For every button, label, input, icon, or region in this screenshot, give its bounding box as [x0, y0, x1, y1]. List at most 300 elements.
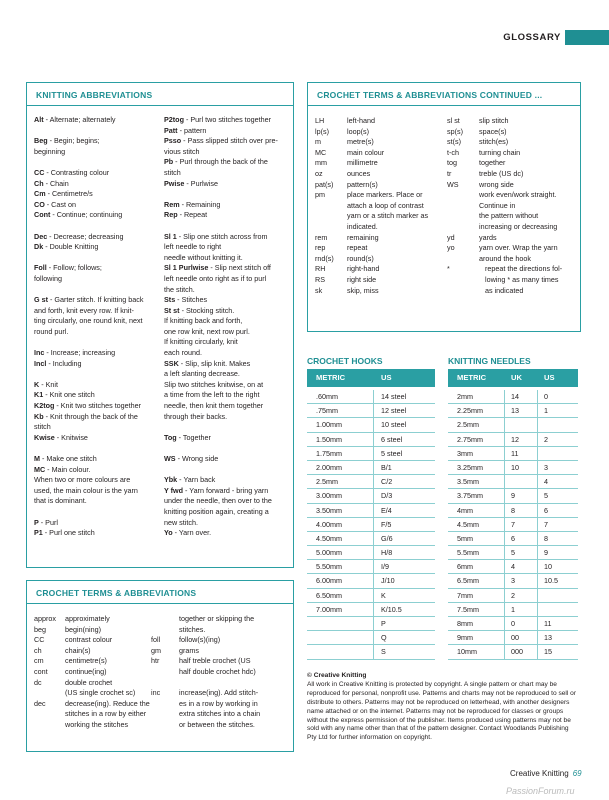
abbreviation-definition: - Yarn forward - bring yarn	[183, 485, 269, 495]
abbreviation-entry	[34, 274, 160, 285]
term-abbreviation: WS	[447, 179, 459, 189]
table-cell: 10.5	[544, 576, 558, 586]
term-meaning: around the hook	[479, 253, 531, 263]
table-row	[307, 617, 435, 631]
term-meaning: pattern(s)	[347, 179, 378, 189]
term-abbreviation: rem	[315, 232, 328, 242]
term-abbreviation: yo	[447, 243, 455, 253]
term-meaning: grams	[179, 645, 199, 655]
abbreviation-term: CO	[34, 199, 45, 209]
table-cell: 10	[544, 562, 552, 572]
abbreviation-entry	[164, 359, 290, 370]
abbreviation-entry	[164, 507, 290, 518]
term-abbreviation: beg	[34, 624, 46, 634]
abbreviation-term: MC	[34, 464, 46, 474]
term-abbreviation: MC	[315, 147, 327, 157]
term-meaning: yards	[479, 232, 497, 242]
table-cell: 1	[544, 406, 548, 416]
table-cell: 8mm	[457, 619, 473, 628]
term-row	[447, 243, 577, 254]
term-abbreviation: yd	[447, 232, 455, 242]
term-meaning: as indicated	[479, 285, 524, 295]
term-meaning: indicated.	[347, 221, 378, 231]
table-row	[307, 631, 435, 645]
abbreviation-entry	[164, 327, 290, 338]
abbreviation-entry	[164, 179, 290, 190]
abbreviation-definition: a left slanting decrease.	[164, 369, 240, 379]
table-row	[307, 546, 435, 560]
term-row	[447, 127, 577, 138]
term-row	[315, 243, 447, 254]
term-abbreviation: lp(s)	[315, 126, 329, 136]
term-row	[315, 254, 447, 265]
term-meaning: stitch(es)	[479, 137, 509, 147]
abbreviation-entry	[164, 316, 290, 327]
table-cell: 11	[511, 448, 519, 458]
term-row	[315, 201, 447, 212]
table-cell: 3.50mm	[316, 505, 342, 515]
term-meaning: treble (US dc)	[479, 168, 524, 178]
spacer	[164, 189, 290, 200]
table-cell: .60mm	[316, 392, 338, 401]
term-row	[447, 254, 577, 265]
abbreviation-definition: - Slip one stitch across from	[176, 231, 268, 241]
term-meaning: stitches in a row by either	[65, 709, 147, 719]
abbreviation-definition: used, the main colour is the yarn	[34, 485, 138, 495]
table-cell: 3.5mm	[457, 477, 479, 487]
abbreviation-entry	[34, 147, 160, 158]
abbreviation-entry	[34, 232, 160, 243]
abbreviation-definition: - Knit	[39, 379, 58, 389]
term-abbreviation	[151, 614, 179, 625]
abbreviation-term: Kb	[34, 411, 44, 421]
abbreviation-definition: - Purl two stitches together	[183, 115, 272, 124]
term-meaning: yarn over. Wrap the yarn	[479, 243, 558, 253]
abbreviation-definition: - Centimetre/s	[45, 189, 93, 199]
table-row	[448, 433, 578, 447]
abbreviation-definition: - Knit two stitches together	[54, 401, 142, 411]
term-row	[151, 646, 291, 657]
abbreviation-definition: - Remaining	[179, 199, 221, 209]
term-abbreviation	[447, 201, 479, 212]
abbreviation-term: Ch	[34, 178, 44, 188]
term-abbreviation: sp(s)	[447, 126, 463, 136]
term-meaning: repeat	[347, 243, 368, 253]
table-cell: 9	[511, 491, 515, 501]
term-row	[151, 667, 291, 678]
crochet-terms-title: CROCHET TERMS & ABBREVIATIONS	[36, 588, 197, 598]
spacer	[34, 443, 160, 454]
table-row	[448, 418, 578, 432]
knitting-abbreviations-title: KNITTING ABBREVIATIONS	[36, 90, 153, 100]
term-meaning: decrease(ing). Reduce the	[65, 698, 150, 708]
abbreviation-term: CC	[34, 167, 45, 177]
term-row	[447, 201, 577, 212]
copyright-body: All work in Creative Knitting is protected by copyright. A single pattern or chart may be reproduced for personal, nonprofit use. Patterns and charts may not be reproduced to sell or distribute to others. Patterns may not be reproduced on letterhead, with another designers name attached or on the internet. Patterns may not be reproduced for classes or groups without the express permission of the publisher. Items produced using patterns may not be sold with any name other than that of the pattern designer. Contact Woodlands Publishing Pty Ltd for further information on copyright.	[307, 680, 577, 742]
abbreviation-definition: stitch	[164, 167, 181, 177]
abbreviation-definition: left needle to right	[164, 242, 222, 252]
term-row	[315, 211, 447, 222]
term-abbreviation: approx	[34, 614, 56, 623]
abbreviation-term: P2tog	[164, 115, 184, 124]
term-row	[447, 286, 577, 297]
abbreviation-entry	[164, 433, 290, 444]
table-cell: 2.25mm	[457, 406, 483, 416]
abbreviation-entry	[34, 401, 160, 412]
term-abbreviation	[447, 286, 479, 297]
abbreviation-definition: - Purlwise	[184, 178, 218, 188]
abbreviation-definition: - Garter stitch. If knitting back	[47, 295, 144, 305]
term-meaning: (US single crochet sc)	[65, 688, 136, 698]
term-abbreviation	[34, 709, 65, 720]
term-abbreviation	[447, 222, 479, 233]
spacer	[164, 443, 290, 454]
abbreviation-term: Foll	[34, 263, 47, 273]
term-abbreviation: rnd(s)	[315, 253, 334, 263]
abbreviation-term: Cm	[34, 189, 46, 199]
term-row	[151, 688, 291, 699]
term-meaning: stitches.	[179, 624, 206, 634]
abbreviation-entry	[164, 496, 290, 507]
term-abbreviation: dec	[34, 698, 46, 708]
table-row	[448, 390, 578, 404]
abbreviation-term: Rem	[164, 199, 180, 209]
abbreviation-entry	[164, 380, 290, 391]
term-meaning: lowing * as many times	[479, 274, 559, 284]
term-meaning: continue(ing)	[65, 666, 107, 676]
crochet-hooks-header	[307, 369, 435, 387]
term-meaning: turning chain	[479, 147, 521, 157]
term-row	[151, 699, 291, 710]
term-meaning: place markers. Place or	[347, 190, 423, 200]
term-meaning: space(s)	[479, 126, 507, 136]
term-meaning: millimetre	[347, 158, 378, 168]
table-cell: 10 steel	[381, 420, 407, 430]
term-abbreviation	[315, 222, 347, 233]
page-footer	[510, 769, 582, 780]
table-row	[448, 589, 578, 603]
abbreviation-definition: - Purl one stitch	[42, 528, 95, 538]
term-row	[447, 116, 577, 127]
table-row	[307, 461, 435, 475]
abbreviation-definition: - Stocking stitch.	[179, 305, 235, 315]
table-cell: K/10.5	[381, 604, 402, 614]
knitting-needles-title: KNITTING NEEDLES	[448, 356, 531, 366]
abbreviation-definition: left needle onto right as if to purl	[164, 273, 267, 283]
abbreviation-entry	[34, 316, 160, 327]
table-row	[448, 461, 578, 475]
table-cell: 5	[511, 548, 515, 558]
copyright-heading: © Creative Knitting	[307, 672, 367, 679]
table-cell: 2	[511, 590, 515, 600]
table-row	[448, 504, 578, 518]
table-row	[307, 447, 435, 461]
abbreviation-entry	[164, 348, 290, 359]
spacer	[164, 422, 290, 433]
table-cell: S	[381, 647, 386, 657]
abbreviation-entry	[34, 412, 160, 423]
term-meaning: working the stitches	[65, 719, 129, 729]
abbreviation-term: Kwise	[34, 432, 55, 442]
table-row	[307, 475, 435, 489]
knitting-abbreviations-box	[26, 82, 294, 568]
table-cell: 2.00mm	[316, 462, 342, 472]
abbreviation-term: Patt	[164, 125, 178, 135]
term-abbreviation: st(s)	[447, 137, 461, 147]
abbreviation-definition: - Including	[46, 358, 82, 368]
abbreviation-term: Rep	[164, 210, 178, 220]
table-cell: 0	[511, 619, 515, 628]
term-abbreviation: dc	[34, 677, 42, 687]
abbreviation-entry	[34, 359, 160, 370]
abbreviation-entry	[164, 253, 290, 264]
spacer	[34, 253, 160, 264]
crochet-continued-right-column	[447, 116, 577, 296]
abbreviation-entry	[164, 274, 290, 285]
abbreviation-definition: - Slip, slip knit. Makes	[178, 358, 251, 368]
abbreviation-term: WS	[164, 454, 176, 463]
table-cell: 5.00mm	[316, 548, 342, 558]
table-cell: 12	[511, 434, 519, 444]
table-row	[448, 645, 578, 659]
term-abbreviation	[447, 275, 479, 286]
term-row	[315, 286, 447, 297]
term-meaning: wrong side	[479, 179, 514, 189]
abbreviation-entry	[34, 168, 160, 179]
column-header: UK	[511, 373, 522, 382]
spacer	[34, 221, 160, 232]
term-row	[447, 275, 577, 286]
abbreviation-definition: - Knitwise	[54, 432, 88, 442]
spacer	[164, 465, 290, 476]
table-cell: 4mm	[457, 505, 473, 515]
abbreviation-definition: a time from the left to the right	[164, 390, 260, 400]
table-cell: .75mm	[316, 406, 338, 416]
abbreviation-definition: that is dominant.	[34, 496, 87, 506]
table-cell: K	[381, 590, 386, 600]
term-abbreviation: htr	[151, 656, 160, 666]
term-row	[315, 180, 447, 191]
column-header: METRIC	[457, 373, 487, 382]
term-abbreviation: CC	[34, 635, 45, 645]
abbreviation-entry	[164, 475, 290, 486]
abbreviation-term: Sl 1 Purlwise	[164, 263, 209, 273]
term-meaning: round(s)	[347, 253, 374, 263]
term-row	[315, 275, 447, 286]
abbreviation-definition: beginning	[34, 146, 66, 156]
abbreviation-term: Yo	[164, 528, 173, 538]
table-cell: 3	[511, 576, 515, 586]
abbreviation-term: Inc	[34, 348, 45, 358]
term-abbreviation: pm	[315, 190, 325, 200]
term-abbreviation: cm	[34, 656, 44, 666]
table-cell: 6.5mm	[457, 576, 479, 586]
term-row	[315, 148, 447, 159]
table-row	[448, 560, 578, 574]
table-cell: 4	[511, 562, 515, 572]
term-abbreviation: inc	[151, 688, 161, 698]
term-abbreviation	[151, 699, 179, 710]
abbreviation-definition: - Double Knitting	[43, 242, 99, 252]
table-cell: 1.00mm	[316, 420, 342, 430]
abbreviation-entry	[34, 242, 160, 253]
term-row	[151, 635, 291, 646]
abbreviation-term: G st	[34, 295, 48, 305]
table-cell: 7mm	[457, 590, 473, 600]
abbreviation-definition: - Alternate; alternately	[43, 115, 116, 124]
magazine-name: Creative Knitting	[510, 769, 569, 778]
abbreviation-term: P	[34, 517, 39, 527]
table-cell: 3.75mm	[457, 491, 483, 501]
term-abbreviation: cont	[34, 666, 48, 676]
term-meaning: half double crochet hdc)	[179, 666, 256, 676]
term-abbreviation: RH	[315, 264, 326, 274]
term-meaning: Continue in	[479, 200, 516, 210]
term-abbreviation: tr	[447, 168, 452, 178]
abbreviation-definition: under the needle, then over to the	[164, 496, 272, 506]
table-cell: 10	[511, 462, 519, 472]
abbreviation-definition: - Make one stitch	[40, 454, 97, 463]
crochet-hooks-table	[307, 390, 435, 660]
crochet-terms-continued-box	[307, 82, 581, 332]
term-row	[447, 190, 577, 201]
table-row	[307, 390, 435, 404]
abbreviation-entry	[164, 210, 290, 221]
abbreviation-definition: - Main colour.	[45, 464, 91, 474]
table-cell: 0	[544, 392, 548, 401]
table-cell: C/2	[381, 477, 393, 487]
table-cell: 5 steel	[381, 448, 403, 458]
spacer	[34, 157, 160, 168]
abbreviation-entry	[164, 242, 290, 253]
term-meaning: increase(ing). Add stitch-	[179, 688, 259, 698]
table-row	[448, 518, 578, 532]
watermark: PassionForum.ru	[506, 786, 575, 796]
term-meaning: double crochet	[65, 677, 113, 687]
term-meaning: ounces	[347, 168, 371, 178]
abbreviation-entry	[34, 295, 160, 306]
term-row	[34, 614, 160, 625]
term-row	[34, 699, 160, 710]
abbreviation-term: SSK	[164, 358, 179, 368]
table-cell: 6	[544, 505, 548, 515]
abbreviation-definition: - Knit through the back of the	[43, 411, 138, 421]
term-abbreviation	[447, 190, 479, 201]
page-title: GLOSSARY	[503, 32, 561, 43]
term-row	[34, 667, 160, 678]
table-cell: 3.25mm	[457, 462, 483, 472]
term-meaning: contrast colour	[65, 635, 113, 645]
abbreviation-definition: - Pass slipped stitch over pre-	[181, 136, 278, 146]
table-cell: 4	[544, 477, 548, 487]
spacer	[34, 126, 160, 137]
spacer	[34, 337, 160, 348]
term-meaning: skip, miss	[347, 285, 379, 295]
table-cell: 6	[511, 533, 515, 543]
term-row	[315, 264, 447, 275]
abbreviation-definition: - Begin; begins;	[47, 136, 100, 146]
abbreviation-definition: needle, then knit them together	[164, 401, 264, 411]
abbreviation-definition: round purl.	[34, 326, 69, 336]
spacer	[164, 221, 290, 232]
term-abbreviation: t-ch	[447, 147, 459, 157]
abbreviation-entry	[164, 147, 290, 158]
term-abbreviation	[315, 211, 347, 222]
table-cell: 5.5mm	[457, 548, 479, 558]
term-row	[34, 688, 160, 699]
table-cell: 7	[544, 519, 548, 529]
table-row	[448, 447, 578, 461]
abbreviation-entry	[34, 486, 160, 497]
crochet-left-column	[34, 614, 160, 731]
abbreviation-entry	[34, 528, 160, 539]
abbreviation-definition: - Follow; follows;	[46, 263, 102, 273]
abbreviation-definition: ting circularly, one round knit, next	[34, 316, 143, 326]
table-cell: 6 steel	[381, 434, 403, 444]
term-meaning: the pattern without	[479, 211, 539, 221]
term-row	[315, 158, 447, 169]
term-abbreviation: mm	[315, 158, 327, 168]
table-row	[448, 489, 578, 503]
term-row	[151, 709, 291, 720]
spacer	[34, 507, 160, 518]
table-cell: E/4	[381, 505, 392, 515]
term-row	[151, 625, 291, 636]
term-row	[315, 190, 447, 201]
crochet-right-column	[151, 614, 291, 731]
table-cell: 3	[544, 462, 548, 472]
abbreviation-definition: - Stitches	[175, 295, 208, 305]
term-abbreviation: sl st	[447, 116, 460, 125]
abbreviation-entry	[34, 380, 160, 391]
term-abbreviation	[151, 667, 179, 678]
abbreviation-definition: - Continue; continuing	[50, 210, 123, 220]
abbreviation-entry	[164, 412, 290, 423]
spacer	[34, 369, 160, 380]
table-cell: 2.5mm	[457, 420, 479, 430]
term-abbreviation: *	[447, 264, 450, 274]
term-row	[34, 678, 160, 689]
table-cell: 3.00mm	[316, 491, 342, 501]
term-meaning: left-hand	[347, 116, 375, 125]
abbreviation-entry	[164, 200, 290, 211]
table-cell: 2mm	[457, 392, 473, 401]
table-row	[307, 404, 435, 418]
table-cell: 3mm	[457, 448, 473, 458]
table-row	[448, 574, 578, 588]
abbreviation-entry	[34, 210, 160, 221]
abbreviation-entry	[34, 327, 160, 338]
table-row	[448, 532, 578, 546]
abbreviation-term: M	[34, 454, 40, 463]
abbreviation-entry	[34, 454, 160, 465]
abbreviation-definition: following	[34, 273, 62, 283]
abbreviation-term: K	[34, 379, 40, 389]
abbreviation-definition: - Purl	[38, 517, 58, 527]
abbreviation-term: K1	[34, 390, 44, 400]
abbreviation-term: Dk	[34, 242, 44, 252]
table-row	[307, 489, 435, 503]
term-abbreviation: ch	[34, 645, 42, 655]
crochet-terms-continued-title: CROCHET TERMS & ABBREVIATIONS CONTINUED ...	[317, 90, 543, 100]
term-abbreviation: RS	[315, 274, 325, 284]
table-row	[448, 631, 578, 645]
table-cell: 6mm	[457, 562, 473, 572]
abbreviation-term: Alt	[34, 115, 44, 124]
crochet-terms-box	[26, 580, 294, 752]
abbreviation-entry	[164, 454, 290, 465]
abbreviation-definition: Slip two stitches knitwise, on at	[164, 379, 264, 389]
